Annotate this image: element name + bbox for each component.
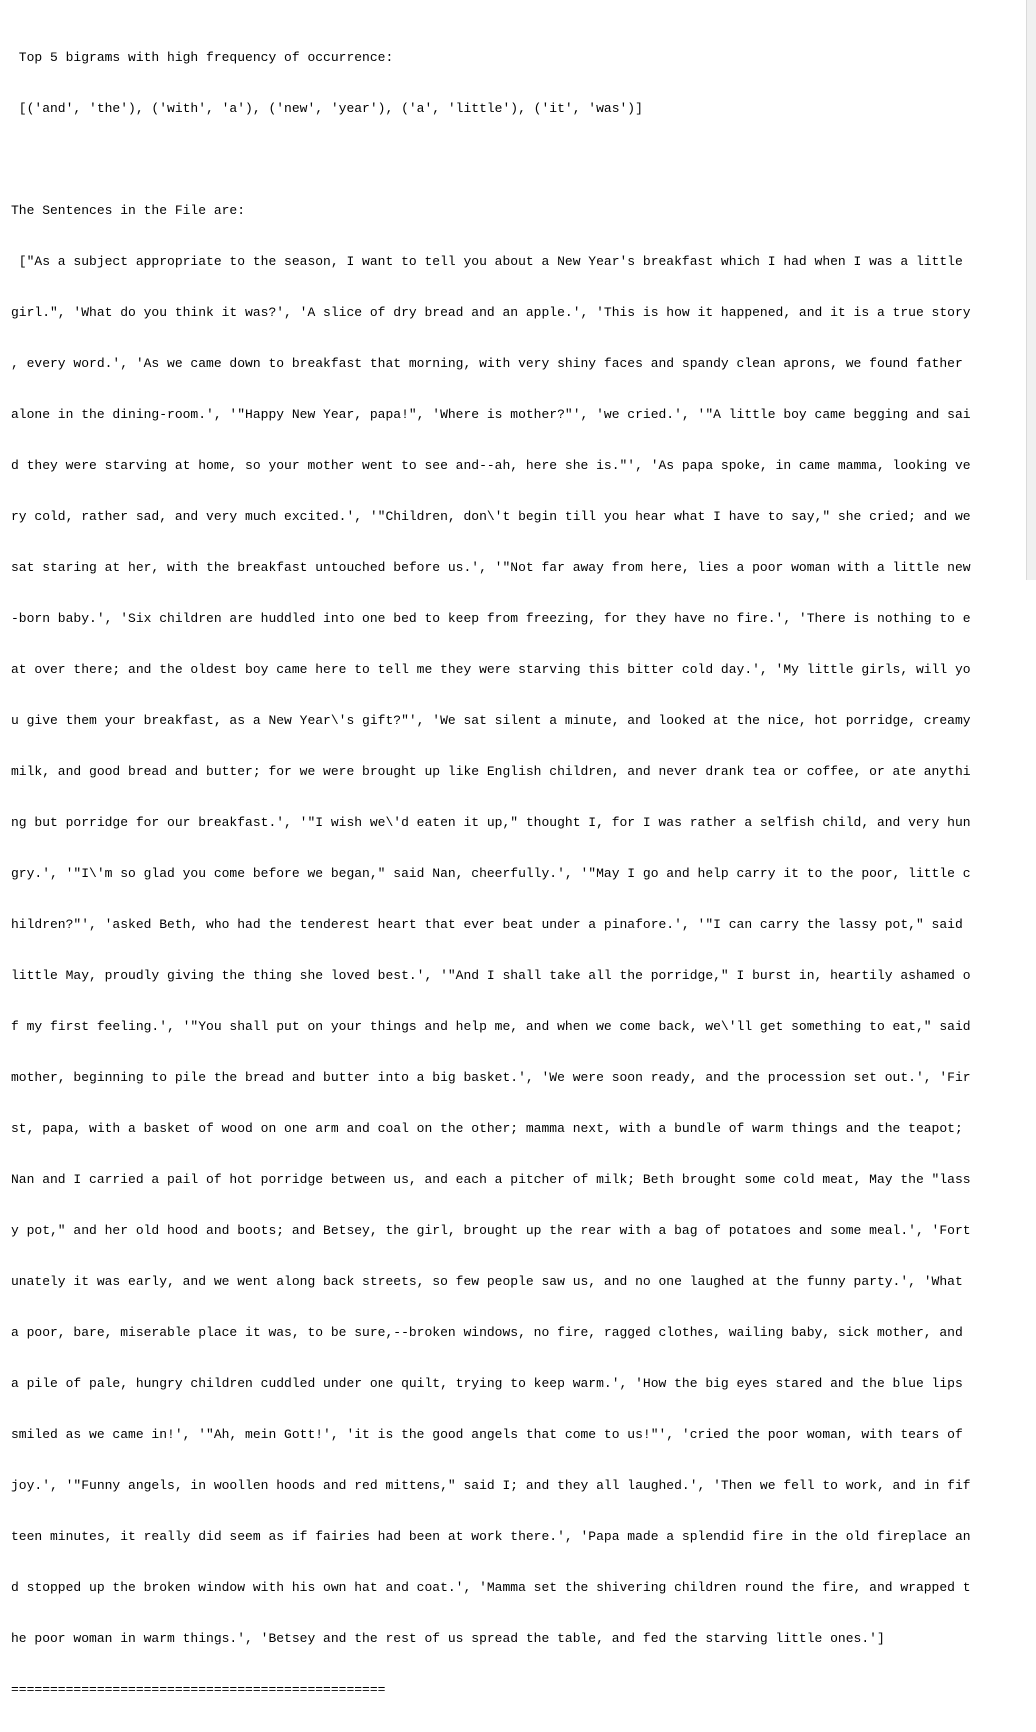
sentence-output-line: girl.", 'What do you think it was?', 'A slice of dry bread and an apple.', 'This is how it happened, and it is a true story <box>11 305 971 320</box>
sentence-output-line: -born baby.', 'Six children are huddled into one bed to keep from freezing, for they have no fire.', 'There is nothing to e <box>11 611 971 626</box>
sentence-output-line: at over there; and the oldest boy came here to tell me they were starving this bitter cold day.', 'My little girls, will yo <box>11 662 971 677</box>
sentence-output-line: d stopped up the broken window with his own hat and coat.', 'Mamma set the shivering children round the fire, and wrapped t <box>11 1580 971 1595</box>
sentence-output-line: milk, and good bread and butter; for we were brought up like English children, and never drank tea or coffee, or ate anythi <box>11 764 971 779</box>
sentence-output-line: joy.', '"Funny angels, in woollen hoods and red mittens," said I; and they all laughed.', 'Then we fell to work, and in fif <box>11 1478 971 1493</box>
sentence-output-line: a pile of pale, hungry children cuddled under one quilt, trying to keep warm.', 'How the big eyes stared and the blue lips <box>11 1376 963 1391</box>
console-output-text <box>11 15 971 1732</box>
sentence-output-line: sat staring at her, with the breakfast untouched before us.', '"Not far away from here, lies a poor woman with a little new <box>11 560 971 575</box>
sentence-output-line: he poor woman in warm things.', 'Betsey and the rest of us spread the table, and fed the starving little ones.'] <box>11 1631 885 1646</box>
bigram-heading-line: Top 5 bigrams with high frequency of occurrence: <box>11 50 394 65</box>
separator-line: ================================================ <box>11 1682 386 1697</box>
sentence-output-line: ["As a subject appropriate to the season, I want to tell you about a New Year's breakfast which I had when I was a little <box>11 254 963 269</box>
sentence-output-line: Nan and I carried a pail of hot porridge between us, and each a pitcher of milk; Beth brought some cold meat, May the "lass <box>11 1172 971 1187</box>
bigram-list-line: [('and', 'the'), ('with', 'a'), ('new', 'year'), ('a', 'little'), ('it', 'was')] <box>11 101 643 116</box>
sentence-output-line: hildren?"', 'asked Beth, who had the tenderest heart that ever beat under a pinafore.', '"I can carry the lassy pot," said <box>11 917 963 932</box>
sentence-output-line: y pot," and her old hood and boots; and Betsey, the girl, brought up the rear with a bag of potatoes and some meal.', 'Fort <box>11 1223 971 1238</box>
sentence-output-line: ry cold, rather sad, and very much excited.', '"Children, don\'t begin till you hear what I have to say," she cried; and we <box>11 509 971 524</box>
sentence-output-line: mother, beginning to pile the bread and butter into a big basket.', 'We were soon ready, and the procession set out.', 'Fir <box>11 1070 971 1085</box>
blank-line <box>11 151 971 168</box>
vertical-scrollbar[interactable] <box>1026 0 1036 580</box>
sentence-output-line: u give them your breakfast, as a New Year\'s gift?"', 'We sat silent a minute, and looked at the nice, hot porridge, creamy <box>11 713 971 728</box>
sentence-output-line: st, papa, with a basket of wood on one arm and coal on the other; mamma next, with a bundle of warm things and the teapot; <box>11 1121 963 1136</box>
sentence-output-line: d they were starving at home, so your mother went to see and--ah, here she is."', 'As papa spoke, in came mamma, looking ve <box>11 458 971 473</box>
sentence-output-line: alone in the dining-room.', '"Happy New Year, papa!", 'Where is mother?"', 'we cried.', '"A little boy came begging and sai <box>11 407 971 422</box>
sentence-output-line: little May, proudly giving the thing she loved best.', '"And I shall take all the porridge," I burst in, heartily ashamed o <box>11 968 971 983</box>
sentence-output-line: f my first feeling.', '"You shall put on your things and help me, and when we come back, we\'ll get something to eat," said <box>11 1019 971 1034</box>
sentence-output-line: smiled as we came in!', '"Ah, mein Gott!', 'it is the good angels that come to us!"', 'cried the poor woman, with tears of <box>11 1427 963 1442</box>
sentence-output-line: teen minutes, it really did seem as if fairies had been at work there.', 'Papa made a splendid fire in the old fireplace an <box>11 1529 971 1544</box>
sentence-output-line: a poor, bare, miserable place it was, to be sure,--broken windows, no fire, ragged clothes, wailing baby, sick mother, and <box>11 1325 963 1340</box>
sentence-output-line: gry.', '"I\'m so glad you come before we began," said Nan, cheerfully.', '"May I go and help carry it to the poor, little c <box>11 866 971 881</box>
sentence-output-line: unately it was early, and we went along back streets, so few people saw us, and no one laughed at the funny party.', 'What <box>11 1274 963 1289</box>
sentences-heading-line: The Sentences in the File are: <box>11 203 246 218</box>
sentence-output-line: ng but porridge for our breakfast.', '"I wish we\'d eaten it up," thought I, for I was rather a selfish child, and very hun <box>11 815 971 830</box>
sentence-output-line: , every word.', 'As we came down to breakfast that morning, with very shiny faces and spandy clean aprons, we found father <box>11 356 963 371</box>
